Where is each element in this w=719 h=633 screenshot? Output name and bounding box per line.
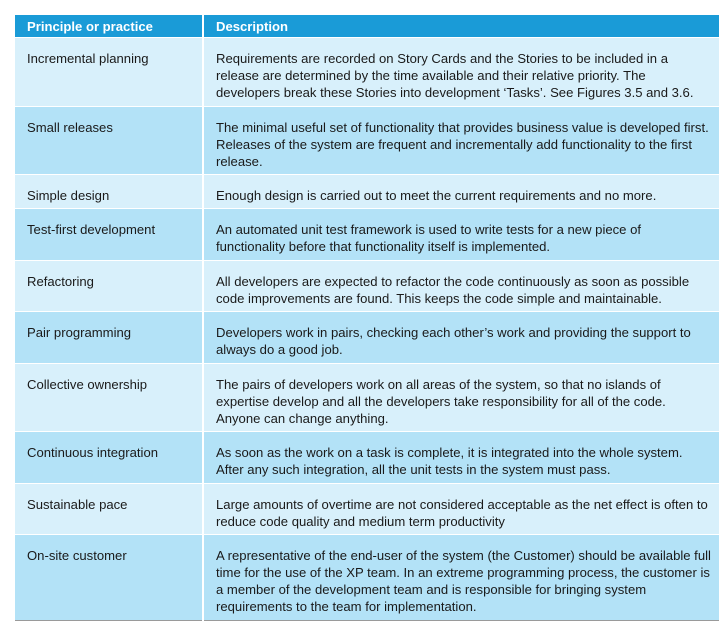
table-body bbox=[15, 38, 719, 621]
header-description: Description bbox=[203, 15, 719, 38]
description-cell: Enough design is carried out to meet the current requirements and no more. bbox=[203, 175, 719, 209]
table-row bbox=[15, 535, 719, 621]
principle-cell: Sustainable pace bbox=[15, 484, 203, 535]
table-header bbox=[15, 15, 719, 38]
principle-cell: Test-first development bbox=[15, 209, 203, 261]
description-cell: The minimal useful set of functionality that provides business value is developed first. Releases of the system are frequent and incrementally add functionality to the first release. bbox=[203, 107, 719, 175]
principle-cell: Continuous integration bbox=[15, 432, 203, 484]
principle-cell: Simple design bbox=[15, 175, 203, 209]
header-row bbox=[15, 15, 719, 38]
description-cell: Requirements are recorded on Story Cards and the Stories to be included in a release are determined by the time available and their relative priority. The developers break these Stories into development ‘Tasks’. See Figures 3.5 and 3.6. bbox=[203, 38, 719, 107]
description-cell: The pairs of developers work on all areas of the system, so that no islands of expertise develop and all the developers take responsibility for all of the code. Anyone can change anything. bbox=[203, 364, 719, 432]
xp-practices-table bbox=[15, 15, 719, 621]
description-cell: Developers work in pairs, checking each other’s work and providing the support to always do a good job. bbox=[203, 312, 719, 364]
principle-cell: Pair programming bbox=[15, 312, 203, 364]
table-row bbox=[15, 175, 719, 209]
principle-cell: Small releases bbox=[15, 107, 203, 175]
header-principle: Principle or practice bbox=[15, 15, 203, 38]
description-cell: An automated unit test framework is used to write tests for a new piece of functionality before that functionality itself is implemented. bbox=[203, 209, 719, 261]
description-cell: As soon as the work on a task is complete, it is integrated into the whole system. After any such integration, all the unit tests in the system must pass. bbox=[203, 432, 719, 484]
description-cell: All developers are expected to refactor the code continuously as soon as possible code improvements are found. This keeps the code simple and maintainable. bbox=[203, 261, 719, 312]
table-row bbox=[15, 484, 719, 535]
table-row bbox=[15, 432, 719, 484]
principle-cell: Refactoring bbox=[15, 261, 203, 312]
table-row bbox=[15, 38, 719, 107]
principle-cell: Incremental planning bbox=[15, 38, 203, 107]
description-cell: Large amounts of overtime are not considered acceptable as the net effect is often to reduce code quality and medium term productivity bbox=[203, 484, 719, 535]
table-row bbox=[15, 107, 719, 175]
table-row bbox=[15, 209, 719, 261]
description-cell: A representative of the end-user of the system (the Customer) should be available full time for the use of the XP team. In an extreme programming process, the customer is a member of the development team and is responsible for bringing system requirements to the team for implementation. bbox=[203, 535, 719, 621]
xp-practices-table-container bbox=[15, 15, 719, 621]
principle-cell: Collective ownership bbox=[15, 364, 203, 432]
table-row bbox=[15, 312, 719, 364]
table-row bbox=[15, 364, 719, 432]
table-row bbox=[15, 261, 719, 312]
principle-cell: On-site customer bbox=[15, 535, 203, 621]
